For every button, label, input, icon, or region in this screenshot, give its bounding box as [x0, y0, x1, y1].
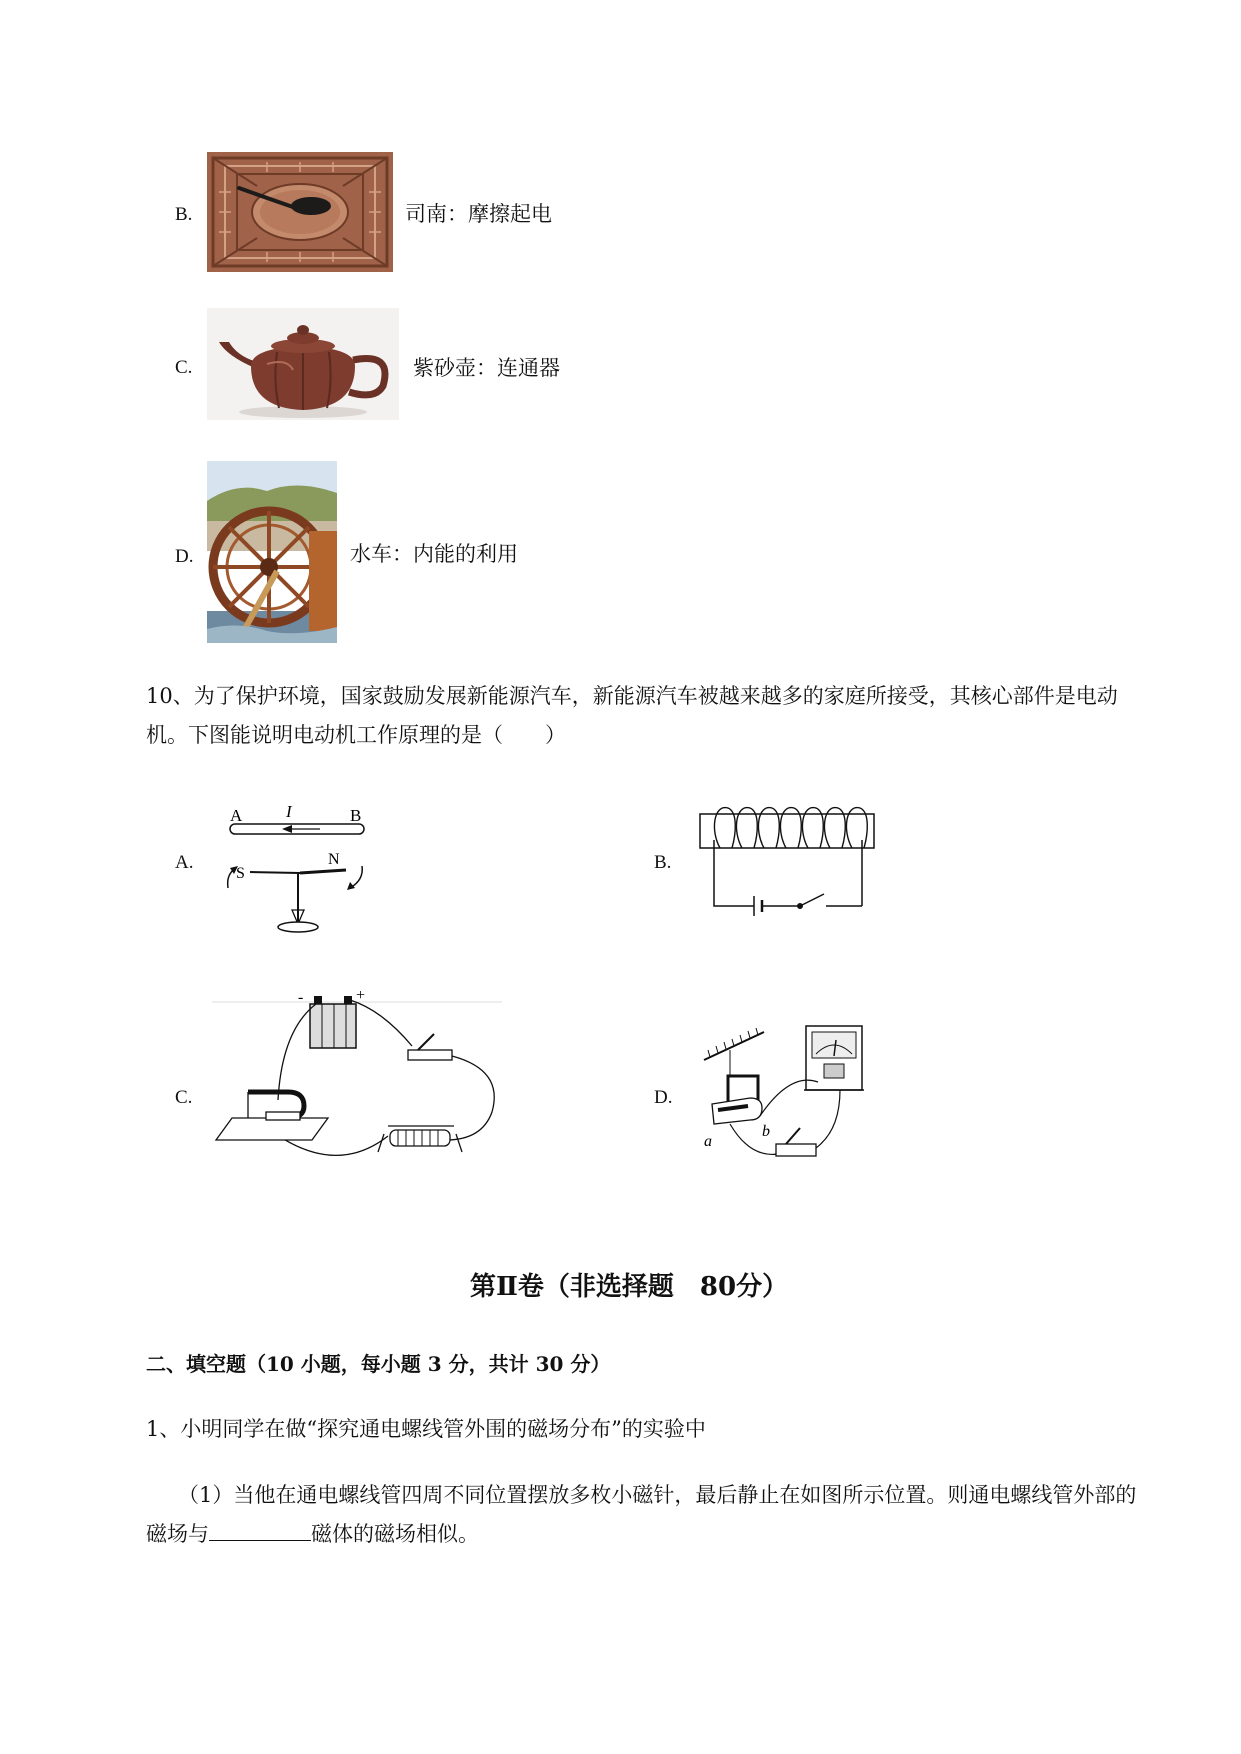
- option-letter-d: D.: [175, 546, 194, 567]
- q10-option-letter-a: A.: [175, 852, 194, 873]
- generator-experiment-diagram: [690, 1020, 870, 1166]
- question-1-text: 1、小明同学在做“探究通电螺线管外围的磁场分布”的实验中: [146, 1417, 706, 1441]
- wire-label-a: a: [704, 1133, 712, 1150]
- q1-sub1-text-after: 磁体的磁场相似。: [311, 1522, 479, 1546]
- question-1-sub-1: [146, 1476, 1156, 1554]
- option-letter-b: B.: [175, 204, 193, 225]
- q1-sub1-answer-blank[interactable]: [209, 1520, 311, 1541]
- oersted-diagram: [210, 800, 380, 936]
- motor-experiment-diagram: [212, 990, 502, 1178]
- battery-minus-label: -: [298, 990, 304, 1006]
- battery-plus-label: +: [356, 990, 366, 1004]
- q1-sub1-text-before: （1）当他在通电螺线管四周不同位置摆放多枚小磁针，最后静止在如图所示位置。则通电螺线管外部的磁场与: [146, 1483, 1137, 1546]
- q10-option-letter-b: B.: [654, 852, 672, 873]
- q10-option-letter-d: D.: [654, 1087, 673, 1108]
- label-n: N: [328, 851, 340, 868]
- label-current-i: I: [286, 802, 292, 821]
- label-b: B: [350, 806, 362, 825]
- question-10-text: 10、为了保护环境，国家鼓励发展新能源汽车，新能源汽车被越来越多的家庭所接受，其核心部件是电动机。下图能说明电动机工作原理的是（ ）: [146, 684, 1118, 747]
- option-letter-c: C.: [175, 357, 193, 378]
- q10-option-letter-c: C.: [175, 1087, 193, 1108]
- option-text-d: 水车：内能的利用: [350, 542, 518, 566]
- option-text-b: 司南：摩擦起电: [405, 202, 552, 226]
- solenoid-circuit-diagram: [690, 800, 880, 920]
- sinan-compass-image: [207, 152, 393, 272]
- teapot-image: [207, 308, 399, 420]
- wire-label-b: b: [762, 1123, 770, 1140]
- label-s: S: [236, 865, 245, 882]
- part-2-title: 第Ⅱ卷（非选择题 80分）: [470, 1272, 789, 1302]
- option-text-c: 紫砂壶：连通器: [413, 356, 560, 380]
- waterwheel-image: [207, 461, 337, 643]
- section-fill-blank-title: 二、填空题（10 小题，每小题 3 分，共计 30 分）: [146, 1352, 611, 1376]
- label-a: A: [230, 806, 243, 825]
